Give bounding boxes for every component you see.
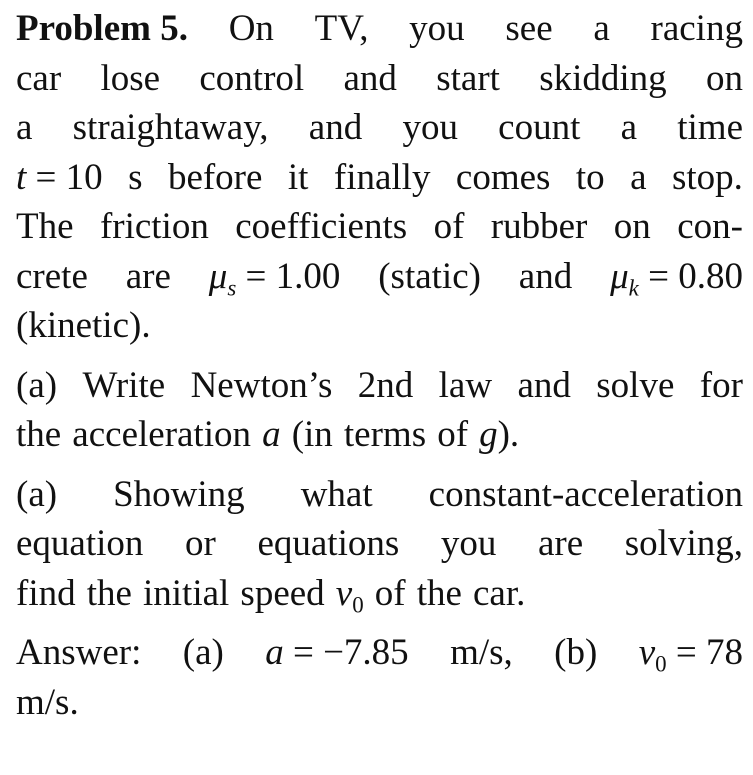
static-coefficient: $\mu_s = 1.00$ bbox=[208, 255, 341, 300]
text-line bbox=[16, 252, 743, 302]
variable-v0: $v_0$ bbox=[335, 572, 364, 617]
word: car. bbox=[472, 572, 526, 614]
text-line bbox=[16, 410, 743, 460]
word: count bbox=[498, 107, 581, 148]
word: a bbox=[620, 107, 638, 148]
problem-statement bbox=[16, 4, 743, 351]
word: equations bbox=[257, 523, 400, 564]
word: TV, bbox=[314, 8, 369, 49]
word: stop. bbox=[671, 156, 743, 198]
answer-acceleration: a = −7.85 bbox=[265, 632, 409, 673]
word: skidding bbox=[539, 57, 667, 99]
word: (a) bbox=[182, 632, 224, 673]
word: coefficients bbox=[235, 206, 408, 247]
answer-speed: $v_0 = 78$ bbox=[638, 632, 743, 677]
word: (kinetic). bbox=[16, 305, 151, 346]
variable-g: g). bbox=[479, 414, 520, 455]
word: before bbox=[167, 156, 263, 198]
word: of bbox=[374, 572, 406, 614]
text-line bbox=[16, 153, 743, 203]
word: equation bbox=[16, 523, 144, 564]
answer-label: Answer: bbox=[16, 632, 142, 673]
word: (static) bbox=[378, 255, 481, 297]
word: terms bbox=[343, 414, 427, 455]
word: (in bbox=[291, 414, 333, 455]
word: Write bbox=[82, 364, 166, 406]
text-line bbox=[16, 301, 743, 351]
word: initial bbox=[143, 572, 230, 614]
word: a bbox=[593, 8, 610, 49]
word: (b) bbox=[554, 632, 598, 673]
word: finally bbox=[333, 156, 431, 198]
word: of bbox=[437, 414, 469, 455]
word: acceleration bbox=[72, 414, 251, 455]
word: solve bbox=[596, 364, 675, 406]
word: law bbox=[438, 364, 493, 406]
word: for bbox=[699, 364, 743, 406]
word: crete bbox=[16, 255, 88, 297]
word: comes bbox=[455, 156, 551, 198]
word: to bbox=[575, 156, 605, 198]
word: what bbox=[300, 473, 373, 515]
paragraph-gap bbox=[16, 618, 743, 628]
text-line bbox=[16, 628, 743, 678]
text-line bbox=[16, 4, 743, 54]
word: 2nd bbox=[357, 364, 414, 406]
text-line bbox=[16, 569, 743, 619]
problem-label: Problem 5. bbox=[16, 8, 188, 49]
text-line bbox=[16, 54, 743, 104]
kinetic-coefficient: $\mu_k = 0.80$ bbox=[610, 255, 743, 300]
paragraph-gap bbox=[16, 460, 743, 470]
word: constant-acceleration bbox=[428, 473, 743, 515]
word: the bbox=[86, 572, 132, 614]
word: Newton’s bbox=[190, 364, 333, 406]
word: it bbox=[287, 156, 309, 198]
word: time bbox=[677, 107, 743, 148]
word: a bbox=[16, 107, 33, 148]
word: On bbox=[228, 8, 274, 49]
word: see bbox=[505, 8, 553, 49]
word: you bbox=[440, 523, 497, 564]
word: s bbox=[128, 156, 143, 198]
word: are bbox=[125, 255, 171, 297]
word: or bbox=[185, 523, 216, 564]
text-line bbox=[16, 470, 743, 520]
word: a bbox=[630, 156, 647, 198]
word: and bbox=[343, 57, 397, 99]
word: racing bbox=[650, 8, 743, 49]
word: speed bbox=[240, 572, 325, 614]
word: con- bbox=[677, 206, 743, 247]
word: and bbox=[308, 107, 363, 148]
word: and bbox=[517, 364, 571, 406]
word: the bbox=[16, 414, 62, 455]
word: and bbox=[518, 255, 573, 297]
word: (a) bbox=[16, 473, 58, 515]
answer bbox=[16, 628, 743, 727]
part-a bbox=[16, 361, 743, 460]
word: m/s, bbox=[450, 632, 513, 673]
word: on bbox=[613, 206, 651, 247]
text-line bbox=[16, 103, 743, 153]
word: start bbox=[436, 57, 500, 99]
word: of bbox=[433, 206, 465, 247]
word: on bbox=[705, 57, 743, 99]
word: car bbox=[16, 57, 62, 99]
text-line bbox=[16, 361, 743, 411]
word: are bbox=[537, 523, 584, 564]
word: lose bbox=[100, 57, 161, 99]
text-line bbox=[16, 519, 743, 569]
variable-a: a bbox=[262, 414, 281, 455]
word: rubber bbox=[490, 206, 588, 247]
word: m/s. bbox=[16, 681, 79, 723]
word: control bbox=[199, 57, 305, 99]
word: The bbox=[16, 206, 74, 247]
word: you bbox=[409, 8, 465, 49]
time-expression: t = 10 bbox=[16, 156, 103, 198]
word: find bbox=[16, 572, 76, 614]
problem-document bbox=[16, 4, 743, 727]
paragraph-gap bbox=[16, 351, 743, 361]
part-b bbox=[16, 470, 743, 619]
word: the bbox=[416, 572, 462, 614]
word: solving, bbox=[624, 523, 743, 564]
word: Showing bbox=[113, 473, 245, 515]
text-line bbox=[16, 678, 743, 728]
word: (a) bbox=[16, 364, 58, 406]
word: straightaway, bbox=[72, 107, 269, 148]
word: friction bbox=[99, 206, 209, 247]
text-line bbox=[16, 202, 743, 252]
word: you bbox=[402, 107, 458, 148]
